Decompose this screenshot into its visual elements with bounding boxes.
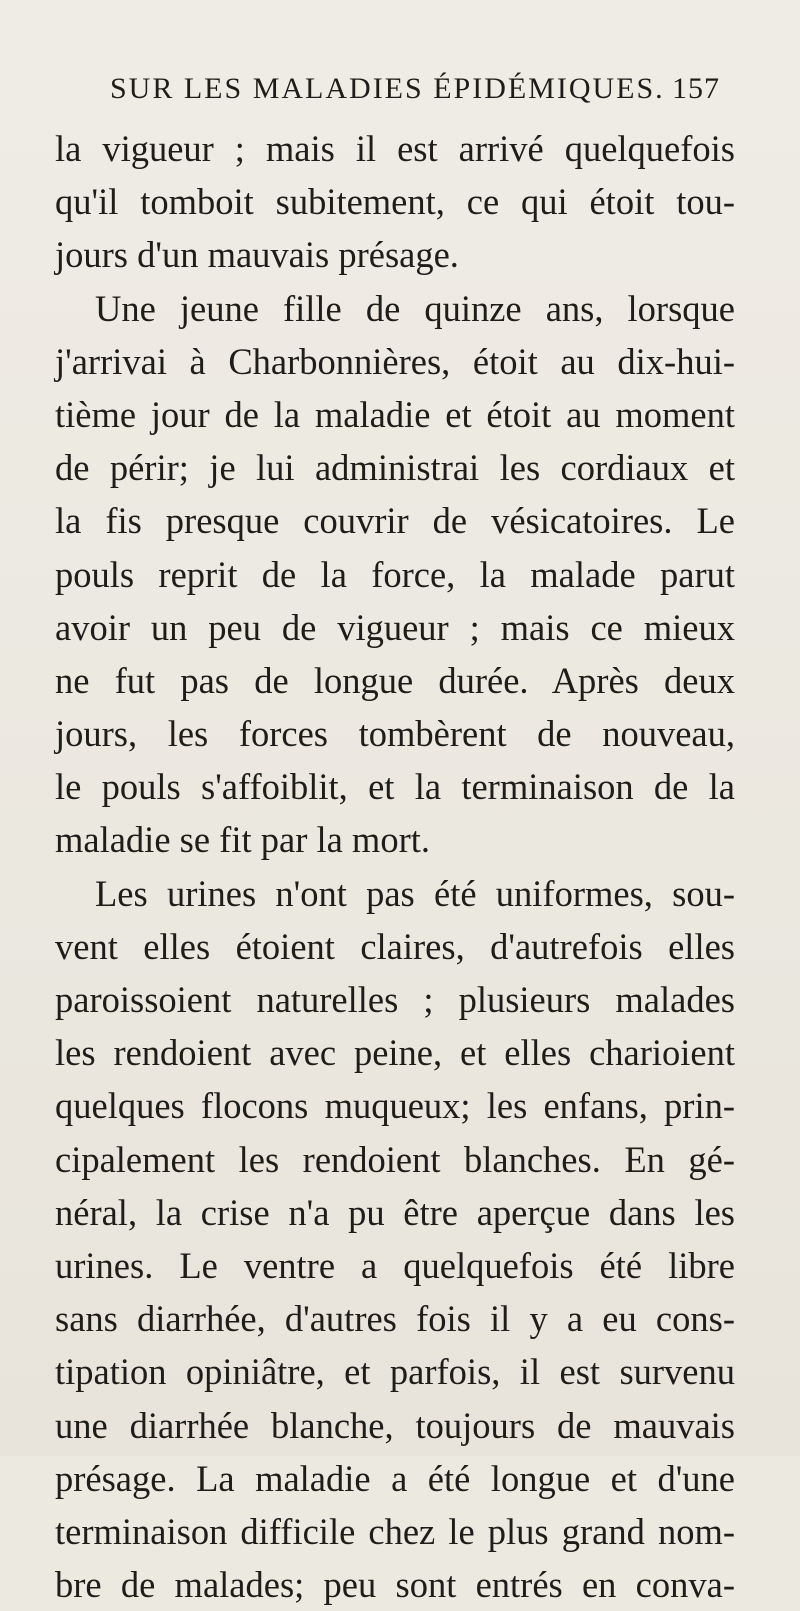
text-line: Une jeune fille de quinze ans, lorsque [95,287,735,329]
text-line: jours, les forces tombèrent de nouveau, [55,713,735,755]
text-line: jours d'un mauvais présage. [55,234,459,276]
text-line: bre de malades; peu sont entrés en conva- [55,1564,735,1606]
text-line: Les urines n'ont pas été uniformes, sou- [95,872,735,914]
text-line: urines. Le ventre a quelquefois été libre [55,1244,735,1286]
text-line: une diarrhée blanche, toujours de mauvais [55,1404,735,1446]
text-line: quelques flocons muqueux; les enfans, prin- [55,1085,735,1127]
running-title: SUR LES MALADIES ÉPIDÉMIQUES. [110,72,665,105]
text-line: la vigueur ; mais il est arrivé quelquefois [55,128,735,169]
text-line: le pouls s'affoiblit, et la terminaison de la [55,766,735,808]
text-line: j'arrivai à Charbonnières, étoit au dix-hui- [55,340,735,382]
running-head [110,72,720,112]
text-line: pouls reprit de la force, la malade parut [55,553,735,595]
text-line: maladie se fit par la mort. [55,819,430,861]
text-line: avoir un peu de vigueur ; mais ce mieux [55,606,735,648]
page-number: 157 [672,72,720,105]
text-line: paroissoient naturelles ; plusieurs malades [55,979,735,1020]
text-line: cipalement les rendoient blanches. En gé- [55,1138,735,1180]
text-line: terminaison difficile chez le plus grand nom- [55,1510,735,1552]
text-line: ne fut pas de longue durée. Après deux [55,659,735,701]
text-line: tipation opiniâtre, et parfois, il est survenu [55,1351,735,1393]
text-line: vent elles étoient claires, d'autrefois elles [55,925,735,967]
text-line: de périr; je lui administrai les cordiaux et [55,447,735,489]
text-line: présage. La maladie a été longue et d'une [55,1457,735,1499]
text-line: néral, la crise n'a pu être aperçue dans les [55,1191,735,1233]
text-line: tième jour de la maladie et étoit au moment [55,393,735,435]
text-line: sans diarrhée, d'autres fois il y a eu cons- [55,1298,735,1340]
text-line: qu'il tomboit subitement, ce qui étoit tou- [55,181,735,223]
text-line: la fis presque couvrir de vésicatoires. Le [55,500,735,542]
text-line: les rendoient avec peine, et elles charioient [55,1032,735,1074]
body-text [55,122,735,1611]
